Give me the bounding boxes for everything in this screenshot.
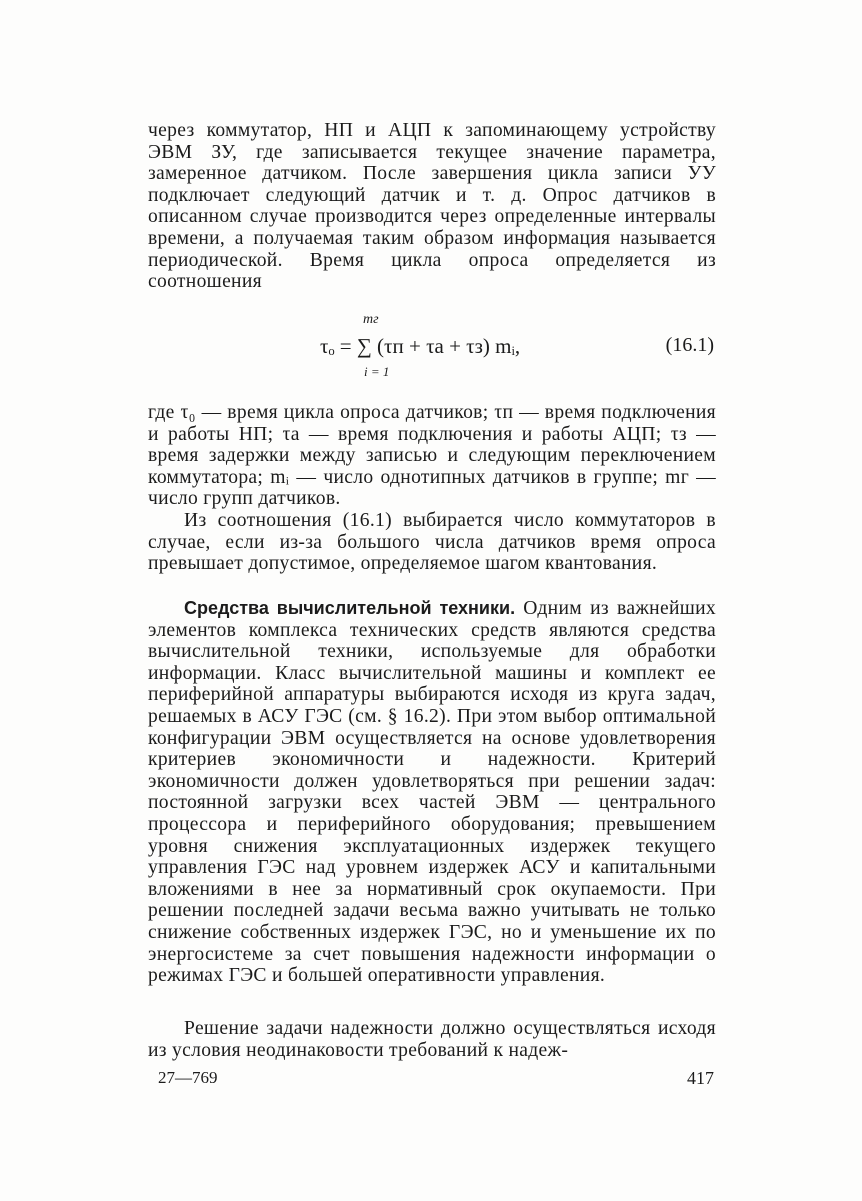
paragraph-5 (148, 1018, 716, 1061)
section-run-in-heading: Средства вычислительной техники. (184, 598, 516, 618)
equation-16-1 (148, 312, 716, 384)
paragraph-1-text: через коммутатор, НП и АЦП к запоминающему устройству ЭВМ ЗУ, где записывается текущее значение параметра, замеренное датчиком. После завершения цикла записи УУ подключает следующий датчик и т. д. Опрос датчиков в описанном случае производится через определенные интервалы времени, а получаемая таким образом информация называется периодической. Время цикла опроса определяется из соотношения (148, 120, 716, 293)
equation-number: (16.1) (665, 334, 714, 356)
page-number: 417 (687, 1068, 714, 1088)
paragraph-2-text: где τ₀ — время цикла опроса датчиков; τп — время подключения и работы НП; τа — время подключения и работы АЦП; τз — время задержки между записью и следующим переключением коммутатора; mᵢ — число однотипных датчиков в группе; mг — число групп датчиков. (148, 402, 716, 510)
equation-expression: τₒ = ∑ (τп + τа + τз) mᵢ, (320, 334, 521, 358)
paragraph-2 (148, 402, 716, 510)
paragraph-5-text: Решение задачи надежности должно осуществляться исходя из условия неодинаковости требований к надеж- (148, 1018, 716, 1061)
paragraph-1 (148, 120, 716, 293)
paragraph-4-body: Одним из важнейших элементов комплекса технических средств являются средства вычислительной техники, используемые для обработки информации. Класс вычислительной машины и комплект ее периферийной аппаратуры выбираются исходя из круга задач, решаемых в АСУ ГЭС (см. § 16.2). При этом выбор оптимальной конфигурации ЭВМ осуществляется на основе удовлетворения критериев экономичности и надежности. Критерий экономичности должен удовлетворяться при решении задач: постоянной загрузки всех частей ЭВМ — центрального процессора и периферийного оборудования; превышением уровня снижения эксплуатационных издержек текущего управления ГЭС над уровнем издержек АСУ и капитальными вложениями в нее за нормативный срок окупаемости. При решении последней задачи весьма важно учитывать не только снижение собственных издержек ГЭС, но и уменьшение их по энергосистеме за счет повышения надежности информации о режимах ГЭС и большей оперативности управления. (148, 598, 716, 987)
sum-lower-limit: i = 1 (364, 364, 390, 379)
printer-signature: 27—769 (158, 1068, 218, 1087)
paragraph-3 (148, 510, 716, 575)
paragraph-3-text: Из соотношения (16.1) выбирается число коммутаторов в случае, если из-за большого числа датчиков время опроса превышает допустимое, определяемое шагом квантования. (148, 510, 716, 575)
sum-upper-limit: mг (363, 312, 379, 327)
paragraph-4-text (148, 598, 716, 987)
paragraph-4 (148, 598, 716, 987)
